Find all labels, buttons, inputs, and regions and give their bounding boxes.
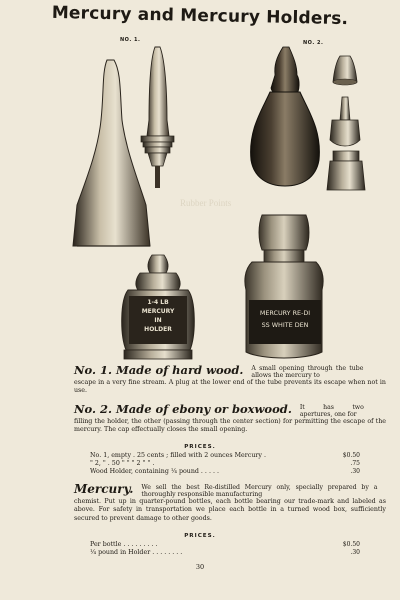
prices-2-title: PRICES. (184, 533, 216, 539)
product-1-heading: No. 1. Made of hard wood. (74, 363, 244, 377)
product-2-note: It has two apertures, one for (299, 404, 364, 418)
base-fitting-icon (327, 151, 365, 190)
jar-label-line-2: MERCURY (141, 308, 175, 315)
figure-label-2: NO. 2. (303, 40, 324, 46)
jar-label-line-1: 1-4 LB (147, 299, 169, 306)
price-row-label: Wood Holder, containing ¼ pound . . . . . (90, 468, 219, 475)
figure-label-1: NO. 1. (120, 37, 141, 43)
prices-1-title: PRICES. (184, 444, 216, 450)
price-row-value: .75 (350, 460, 360, 467)
price-row-label: " 2, " . 50 " " " 2 " " . (90, 460, 155, 467)
price-row (90, 460, 360, 468)
price-row-value: $0.50 (342, 541, 360, 548)
price-row-value: .30 (350, 468, 360, 475)
page-number: 30 (195, 563, 205, 571)
price-row-value: $0.50 (342, 452, 360, 459)
price-row-label: Per bottle . . . . . . . . . (90, 541, 158, 548)
mercury-text: chemist. Put up in quarter-pound bottles, each bottle bearing our trade-mark and labeled as above. For safety in transportation we place each bottle in a turned wood box, sufficiently secured to prevent damage to other goods. (74, 498, 386, 522)
product-2-text: filling the holder, the other (passing through the center section) for permitting the escape of the mercury. The cap effectually closes the small opening. (74, 418, 386, 434)
mercury-heading: Mercury. (74, 482, 134, 496)
prices-2-table (90, 541, 360, 557)
mercury-section (74, 484, 386, 523)
bottle-label-line-1: MERCURY RE-DI (259, 309, 311, 317)
plug-icon (141, 47, 174, 188)
price-row (90, 549, 360, 557)
bottle-label-line-2: SS WHITE DEN (261, 321, 309, 329)
bottle-label (249, 307, 321, 331)
product-2-section (74, 404, 386, 435)
page-title: Mercury and Mercury Holders. (51, 2, 349, 30)
prices-1-table (90, 452, 360, 476)
price-row-label: ¼ pound in Holder . . . . . . . . (90, 549, 183, 556)
price-row (90, 452, 360, 460)
cap-icon (333, 56, 357, 85)
price-row-label: No. 1, empty . 25 cents ; filled with 2 ounces Mercury . (90, 452, 266, 459)
jar-label-line-3: IN (154, 317, 162, 324)
jar-label (129, 298, 187, 334)
price-row (90, 541, 360, 549)
product-1-note: A small opening through the tube allows the mercury to (251, 365, 364, 379)
wood-holder-icon (73, 60, 150, 246)
mercury-bottle-icon (245, 215, 323, 358)
product-1-section (74, 365, 386, 396)
price-row (90, 468, 360, 476)
bleed-through-text: Rubber Points (180, 198, 232, 208)
ebony-holder-icon (251, 47, 320, 186)
product-2-heading: No. 2. Made of ebony or boxwood. (74, 402, 292, 416)
price-row-value: .30 (350, 549, 360, 556)
jar-label-line-4: HOLDER (144, 326, 172, 333)
mercury-note: We sell the best Re-distilled Mercury only, specially prepared by a thoroughly responsible manufacturing (141, 484, 378, 498)
nozzle-icon (330, 97, 360, 146)
product-1-text: escape in a very fine stream. A plug at the lower end of the tube prevents its escape when not in use. (74, 379, 386, 395)
